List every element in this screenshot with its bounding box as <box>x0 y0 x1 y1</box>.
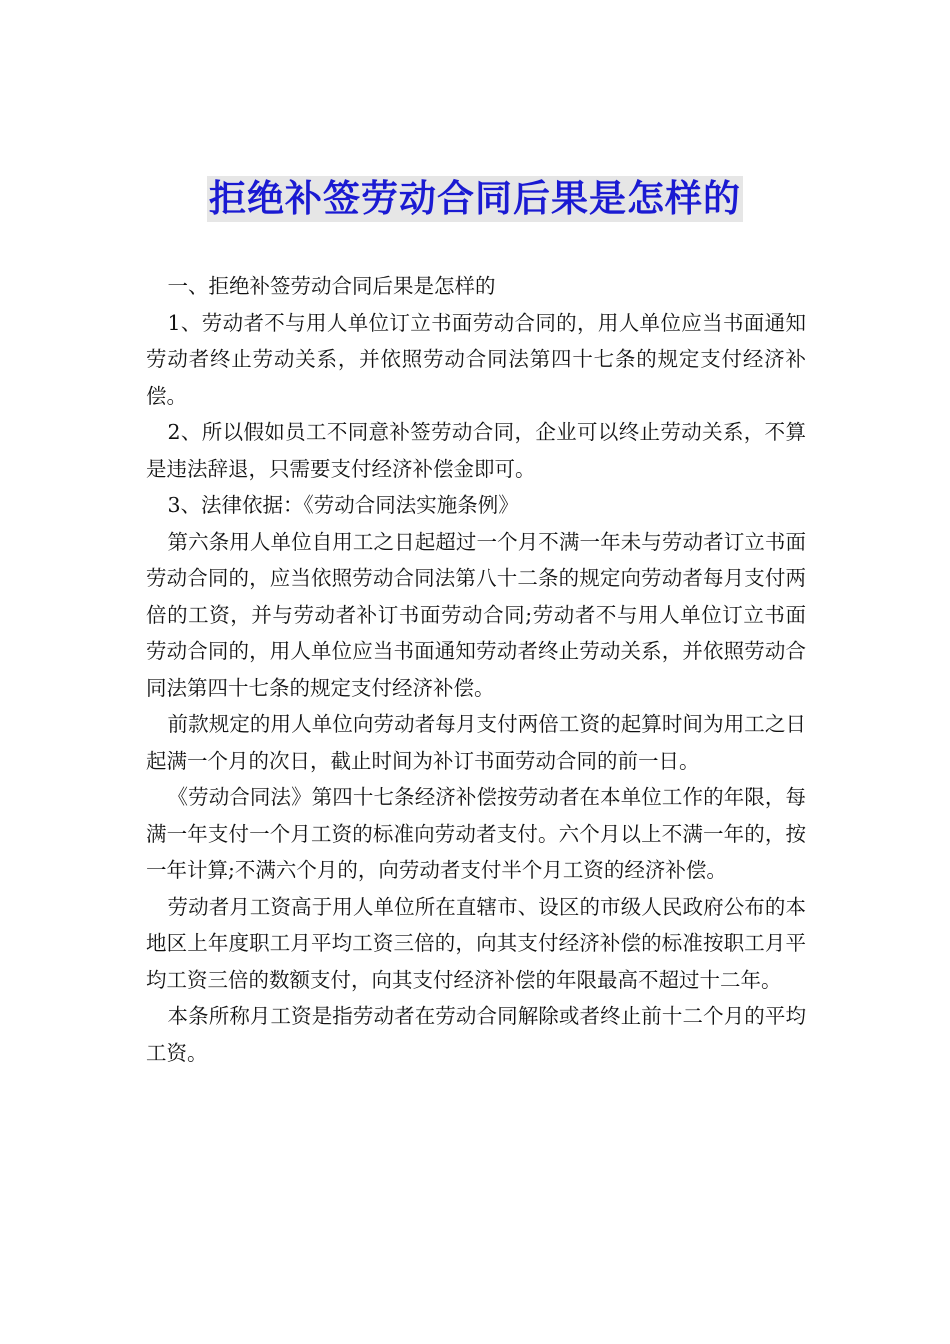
paragraph-point-1: 1、劳动者不与用人单位订立书面劳动合同的，用人单位应当书面通知劳动者终止劳动关系，并依照劳动合同法第四十七条的规定支付经济补偿。 <box>146 310 806 408</box>
section-heading: 一、拒绝补签劳动合同后果是怎样的 <box>167 274 496 298</box>
paragraph-compensation-cap: 劳动者月工资高于用人单位所在直辖市、设区的市级人民政府公布的本地区上年度职工月平均工资三倍的，向其支付经济补偿的标准按职工月平均工资三倍的数额支付，向其支付经济补偿的年限最高不超过十二年。 <box>146 894 806 992</box>
paragraph-monthly-wage-definition: 本条所称月工资是指劳动者在劳动合同解除或者终止前十二个月的平均工资。 <box>146 1004 806 1065</box>
paragraph-legal-basis: 3、法律依据：《劳动合同法实施条例》 <box>167 493 519 517</box>
paragraph-point-2: 2、所以假如员工不同意补签劳动合同，企业可以终止劳动关系，不算是违法辞退，只需要支付经济补偿金即可。 <box>146 420 806 481</box>
title-container <box>0 176 950 222</box>
paragraph-article-6: 第六条用人单位自用工之日起超过一个月不满一年未与劳动者订立书面劳动合同的，应当依照劳动合同法第八十二条的规定向劳动者每月支付两倍的工资，并与劳动者补订书面劳动合同;劳动者不与用人单位订立书面劳动合同的，用人单位应当书面通知劳动者终止劳动关系，并依照劳动合同法第四十七条的规定支付经济补偿。 <box>146 529 806 700</box>
document-body <box>146 268 806 1071</box>
paragraph-article-47: 《劳动合同法》第四十七条经济补偿按劳动者在本单位工作的年限，每满一年支付一个月工资的标准向劳动者支付。六个月以上不满一年的，按一年计算;不满六个月的，向劳动者支付半个月工资的经济补偿。 <box>146 785 806 882</box>
document-title: 拒绝补签劳动合同后果是怎样的 <box>209 177 741 220</box>
paragraph-double-wage-period: 前款规定的用人单位向劳动者每月支付两倍工资的起算时间为用工之日起满一个月的次日，截止时间为补订书面劳动合同的前一日。 <box>146 712 806 773</box>
